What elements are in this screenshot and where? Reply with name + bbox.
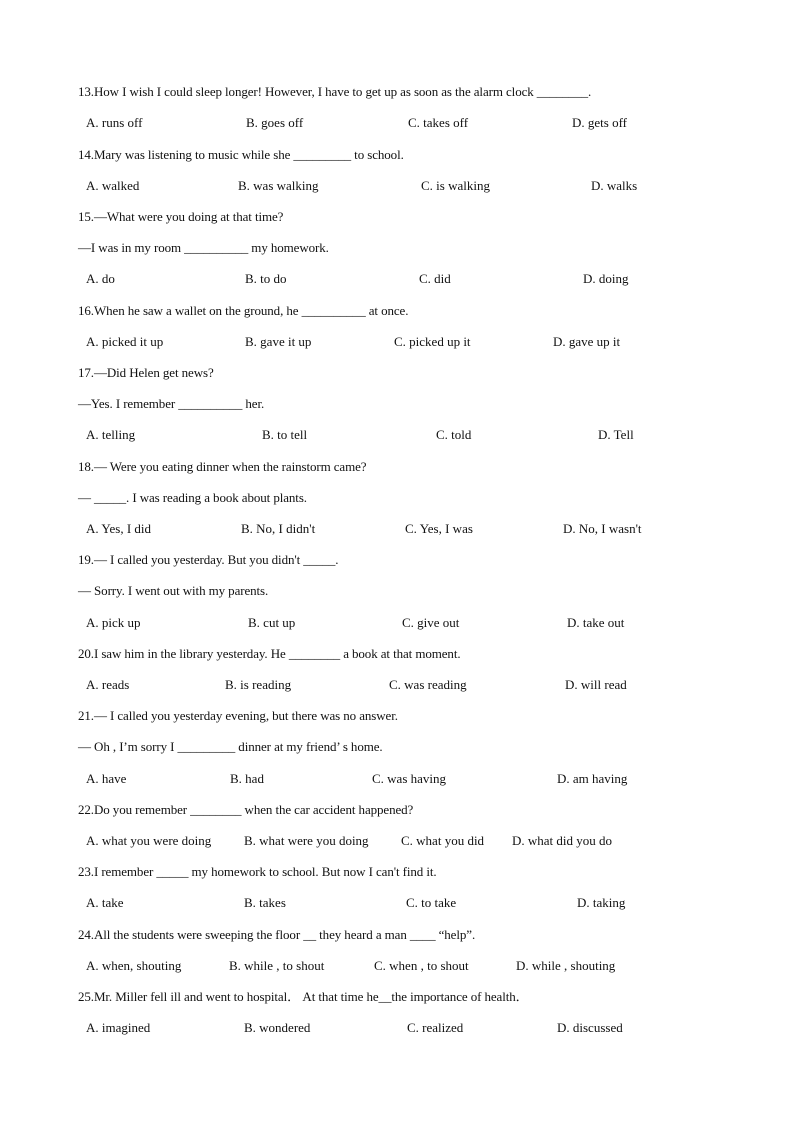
question-19-text: 19.— I called you yesterday. But you didn't _____. — [78, 552, 339, 567]
question-22-text: 22.Do you remember ________ when the car accident happened? — [78, 802, 414, 817]
q23-option-c: C. to take — [406, 895, 457, 910]
q19-option-b: B. cut up — [248, 615, 296, 630]
q17-option-a: A. telling — [86, 427, 136, 442]
q16-option-a: A. picked it up — [86, 334, 164, 349]
q15-option-d: D. doing — [583, 271, 629, 286]
question-18-answer-line: — _____. I was reading a book about plants. — [78, 490, 307, 505]
question-16-text: 16.When he saw a wallet on the ground, he __________ at once. — [78, 303, 409, 318]
q24-option-b: B. while , to shout — [229, 958, 325, 973]
question-15-answer-line: —I was in my room __________ my homework. — [78, 240, 329, 255]
q21-option-d: D. am having — [557, 771, 628, 786]
q13-option-b: B. goes off — [246, 115, 304, 130]
question-14-text: 14.Mary was listening to music while she _________ to school. — [78, 147, 404, 162]
question-19-answer-line: — Sorry. I went out with my parents. — [78, 583, 269, 598]
q25-option-b: B. wondered — [244, 1020, 311, 1035]
q23-option-b: B. takes — [244, 895, 286, 910]
q21-option-a: A. have — [86, 771, 127, 786]
q13-option-a: A. runs off — [86, 115, 143, 130]
q20-option-d: D. will read — [565, 677, 627, 692]
question-23-text: 23.I remember _____ my homework to school. But now I can't find it. — [78, 864, 437, 879]
q20-option-c: C. was reading — [389, 677, 467, 692]
q13-option-d: D. gets off — [572, 115, 628, 130]
q22-option-c: C. what you did — [401, 833, 485, 848]
q24-option-c: C. when , to shout — [374, 958, 469, 973]
q15-option-c: C. did — [419, 271, 451, 286]
q18-option-a: A. Yes, I did — [86, 521, 152, 536]
q25-option-a: A. imagined — [86, 1020, 151, 1035]
q21-option-c: C. was having — [372, 771, 447, 786]
q18-option-b: B. No, I didn't — [241, 521, 316, 536]
q23-option-d: D. taking — [577, 895, 626, 910]
q14-option-c: C. is walking — [421, 178, 490, 193]
question-13-text: 13.How I wish I could sleep longer! However, I have to get up as soon as the alarm clock ________. — [78, 84, 592, 99]
q23-option-a: A. take — [86, 895, 124, 910]
q21-option-b: B. had — [230, 771, 264, 786]
question-15-text: 15.—What were you doing at that time? — [78, 209, 284, 224]
q22-option-a: A. what you were doing — [86, 833, 212, 848]
q13-option-c: C. takes off — [408, 115, 469, 130]
question-25-text: 25.Mr. Miller fell ill and went to hospital． At that time he__the importance of health． — [78, 989, 529, 1004]
q14-option-d: D. walks — [591, 178, 638, 193]
q24-option-d: D. while , shouting — [516, 958, 616, 973]
q18-option-c: C. Yes, I was — [405, 521, 473, 536]
question-18-text: 18.— Were you eating dinner when the rainstorm came? — [78, 459, 367, 474]
q22-option-d: D. what did you do — [512, 833, 613, 848]
q24-option-a: A. when, shouting — [86, 958, 182, 973]
question-24-text: 24.All the students were sweeping the floor __ they heard a man ____ “help”. — [78, 927, 476, 942]
q25-option-c: C. realized — [407, 1020, 464, 1035]
q15-option-b: B. to do — [245, 271, 287, 286]
q14-option-a: A. walked — [86, 178, 140, 193]
question-20-text: 20.I saw him in the library yesterday. He ________ a book at that moment. — [78, 646, 461, 661]
q16-option-b: B. gave it up — [245, 334, 312, 349]
q17-option-c: C. told — [436, 427, 472, 442]
q16-option-d: D. gave up it — [553, 334, 621, 349]
question-17-answer-line: —Yes. I remember __________ her. — [78, 396, 265, 411]
q15-option-a: A. do — [86, 271, 115, 286]
question-17-text: 17.—Did Helen get news? — [78, 365, 214, 380]
q20-option-a: A. reads — [86, 677, 130, 692]
q19-option-a: A. pick up — [86, 615, 141, 630]
q19-option-d: D. take out — [567, 615, 625, 630]
q25-option-d: D. discussed — [557, 1020, 623, 1035]
q22-option-b: B. what were you doing — [244, 833, 369, 848]
q17-option-d: D. Tell — [598, 427, 634, 442]
q17-option-b: B. to tell — [262, 427, 308, 442]
q14-option-b: B. was walking — [238, 178, 319, 193]
q20-option-b: B. is reading — [225, 677, 292, 692]
question-21-answer-line: — Oh , I’m sorry I _________ dinner at my friend’ s home. — [78, 739, 383, 754]
q19-option-c: C. give out — [402, 615, 460, 630]
q16-option-c: C. picked up it — [394, 334, 471, 349]
q18-option-d: D. No, I wasn't — [563, 521, 642, 536]
question-21-text: 21.— I called you yesterday evening, but there was no answer. — [78, 708, 398, 723]
